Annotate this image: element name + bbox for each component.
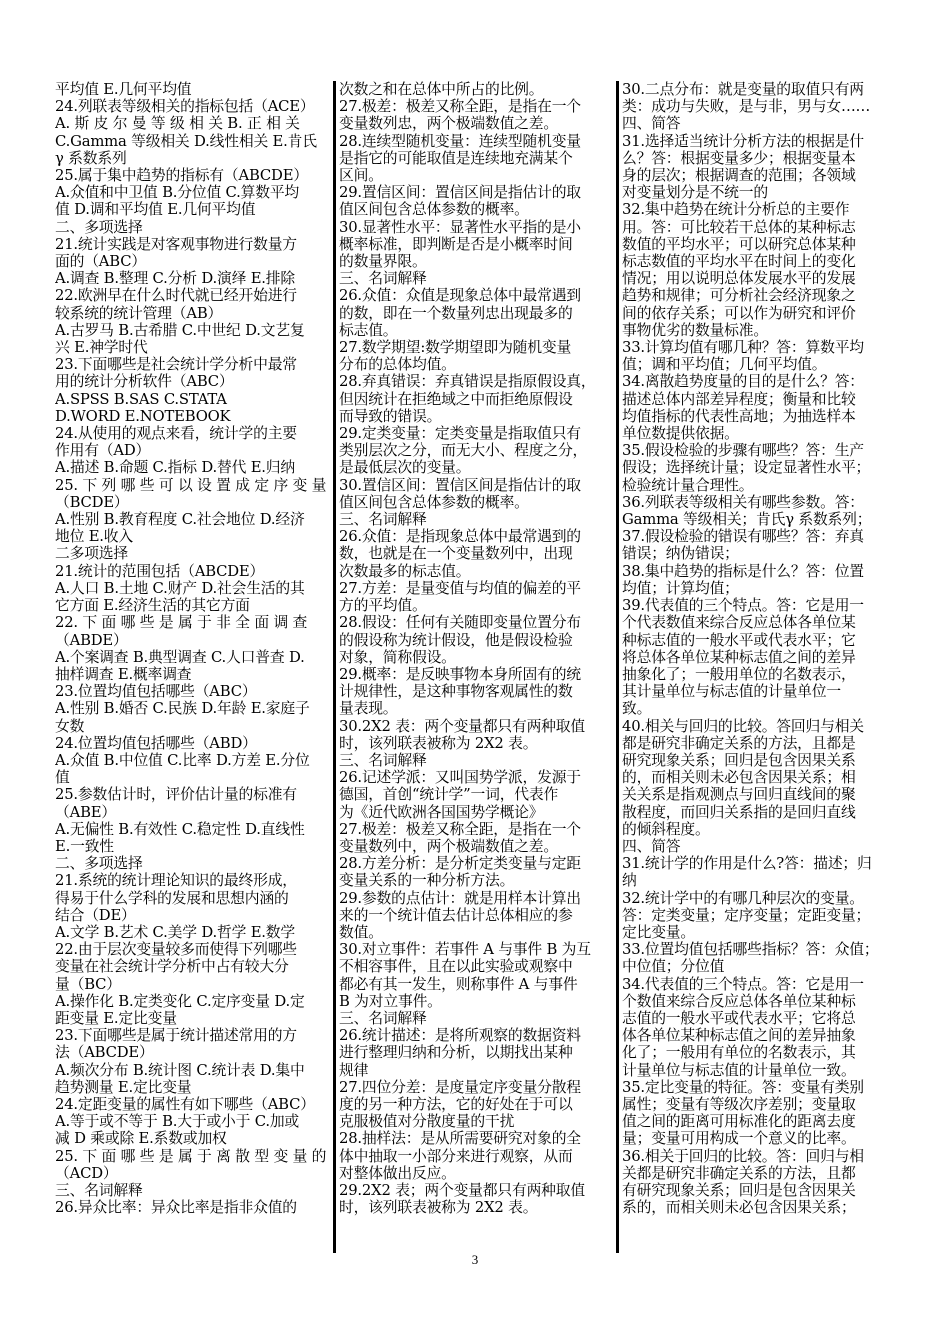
text-line: 27.方差：是量变值与均值的偏差的平	[339, 579, 581, 597]
text-line: 趋势和规律；可分析社会经济现象之	[622, 287, 856, 305]
text-line: 31.统计学的作用是什么?答：描述；归	[622, 855, 872, 873]
text-line: 是指它的可能取值是连续地充满某个	[339, 149, 573, 167]
text-line: （ABE）	[55, 803, 116, 821]
text-line: 关都是研究非确定关系的方法，且都	[622, 1164, 856, 1182]
text-line: 区间。	[339, 167, 383, 185]
column-left	[55, 81, 331, 1253]
text-line: A.文学 B.艺术 C.美学 D.哲学 E.数学	[55, 923, 295, 941]
text-line: 28.抽样法：是从所需要研究对象的全	[339, 1130, 581, 1148]
text-line: 用。答：可比较若干总体的某种标志	[622, 218, 856, 236]
text-line: 39.代表值的三个特点。答：它是用一	[622, 597, 864, 615]
text-line: 值之间的距离可用标准化的距离去度	[622, 1113, 856, 1131]
text-line: 三、名词解释	[339, 270, 427, 288]
text-line: 属性；变量有等级次序差别；变量取	[622, 1095, 856, 1113]
text-line: 二多项选择	[55, 545, 128, 563]
text-line: 假设；选择统计量；设定显著性水平；	[622, 459, 871, 477]
text-line: 个代表数值来综合反应总体各单位某	[622, 614, 856, 632]
text-line: 27.极差：极差又称全距，是指在一个	[339, 820, 581, 838]
text-line: 变量关系的一种分析方法。	[339, 872, 515, 890]
text-line: A.SPSS B.SAS C.STATA	[55, 390, 227, 408]
text-line: 三、名词解释	[339, 511, 427, 529]
text-line: 计量单位与标志值的计量单位一致。	[622, 1061, 856, 1079]
text-line: 29.2X2 表；两个变量都只有两种取值	[339, 1182, 585, 1199]
text-line: 地位 E.收入	[55, 528, 133, 546]
text-line: 答：定类变量；定序变量；定距变量；	[622, 906, 871, 924]
text-line: 它方面 E.经济生活的其它方面	[55, 597, 250, 615]
text-line: 法（ABCDE）	[55, 1044, 154, 1062]
text-line: 数值。	[339, 923, 383, 941]
text-line: 23.下面哪些是属于统计描述常用的方	[55, 1027, 297, 1045]
text-line: 致。	[622, 700, 652, 718]
text-line: 21.统计的范围包括（ABCDE）	[55, 562, 265, 580]
text-line: 值	[55, 769, 70, 787]
text-line: 身的层次；根据调查的范围；各领域	[622, 167, 856, 185]
text-line: 规律	[339, 1061, 369, 1079]
text-line: 抽象化了；一般用单位的名数表示，	[622, 665, 856, 683]
text-line: 的，而相关则未必包含因果关系；相	[622, 769, 856, 787]
text-line: 是最低层次的变量。	[339, 459, 471, 477]
text-line: 纳	[622, 872, 637, 890]
text-line: 概率标准，即判断是否是小概率时间	[339, 235, 573, 253]
text-line: 用的统计分析软件（ABC）	[55, 373, 234, 391]
text-line: A.众值 B.中位值 C.比率 D.方差 E.分位	[55, 751, 310, 769]
text-line: 次数最多的标志值。	[339, 562, 471, 580]
text-line: 得易于什么学科的发展和思想内涵的	[55, 889, 289, 907]
text-line: 30.二点分布：就是变量的取值只有两	[622, 81, 864, 98]
text-line: 27.四位分差：是度量定序变量分散程	[339, 1078, 581, 1096]
text-line: 标志值。	[339, 321, 398, 339]
text-line: 29.参数的点估计：就是用样本计算出	[339, 889, 581, 907]
text-line: 26.异众比率：异众比率是指非众值的	[55, 1199, 297, 1217]
text-line: 都必有其一发生，则称事件 A 与事件	[339, 975, 578, 993]
text-line: 35.定比变量的特征。答：变量有类别	[622, 1078, 864, 1096]
text-line: 变量在社会统计学分析中占有较大分	[55, 958, 289, 976]
text-line: 的倾斜程度。	[622, 820, 710, 838]
text-line: A.性别 B.教育程度 C.社会地位 D.经济	[55, 511, 305, 529]
text-line: 将总体各单位某种标志值之间的差异	[622, 648, 856, 666]
text-line: A.无偏性 B.有效性 C.稳定性 D.直线性	[55, 820, 305, 838]
text-line: E.一致性	[55, 837, 114, 855]
text-line: 抽样调查 E.概率调查	[55, 665, 192, 683]
text-line: 21.统计实践是对客观事物进行数量方	[55, 235, 297, 253]
text-line: 兴 E.神学时代	[55, 339, 148, 357]
text-line: 24.从使用的观点来看，统计学的主要	[55, 425, 297, 443]
text-line: 30.显著性水平：显著性水平指的是小	[339, 218, 581, 236]
text-line: 次数之和在总体中所占的比例。	[339, 81, 544, 98]
text-line: 都是研究非确定关系的方法，且都是	[622, 734, 856, 752]
text-line: 26.统计描述：是将所观察的数据资料	[339, 1027, 581, 1045]
text-line: 35.假设检验的步骤有哪些？答：生产	[622, 442, 864, 460]
text-line: 有研究现象关系；回归是包含因果关	[622, 1182, 856, 1199]
text-line: 关关系是指观测点与回归直线间的聚	[622, 786, 856, 804]
column-middle	[339, 81, 615, 1253]
text-line: 散程度，而回归关系指的是回归直线	[622, 803, 856, 821]
text-line: 值 D.调和平均值 E.几何平均值	[55, 201, 256, 219]
text-line: 32.统计学中的有哪几种层次的变量。	[622, 889, 864, 907]
text-line: 种标志值的一般水平或代表水平；它	[622, 631, 856, 649]
text-line: 28.连续型随机变量：连续型随机变量	[339, 132, 581, 150]
text-line: 量表现。	[339, 700, 398, 718]
text-line: 德国，首创“统计学”一词，代表作	[339, 786, 559, 804]
text-line: 30.置信区间：置信区间是指估计的取	[339, 476, 581, 494]
text-line: γ 系数系列	[55, 149, 127, 167]
text-line: 对象，简称假设。	[339, 648, 456, 666]
text-line: 标志数值的平均水平在时间上的变化	[622, 253, 856, 271]
text-line: 么？答：根据变量多少；根据变量本	[622, 149, 856, 167]
text-line: 33.位置均值包括哪些指标？答：众值；	[622, 941, 879, 959]
text-line: C.Gamma 等级相关 D.线性相关 E.肯氏	[55, 132, 317, 150]
text-line: 系的，而相关则未必包含因果关系；	[622, 1199, 856, 1217]
text-line: 25.属于集中趋势的指标有（ABCDE）	[55, 167, 308, 185]
page-number: 3	[471, 1252, 479, 1267]
text-line: 26.众值：众值是现象总体中最常遇到	[339, 287, 581, 305]
text-line: A.频次分布 B.统计图 C.统计表 D.集中	[55, 1061, 305, 1079]
text-line: A. 斯 皮 尔 曼 等 级 相 关 B. 正 相 关	[55, 115, 300, 133]
text-line: 36.列联表等级相关有哪些参数。答：	[622, 493, 864, 511]
text-line: 25. 下 列 哪 些 可 以 设 置 成 定 序 变 量	[55, 476, 327, 494]
text-line: （ABDE）	[55, 631, 128, 649]
text-line: 度的另一种方法，它的好处在于可以	[339, 1095, 573, 1113]
text-line: 23.下面哪些是社会统计学分析中最常	[55, 356, 297, 374]
text-line: 四、简答	[622, 837, 681, 855]
text-line: 时，该列联表被称为 2X2 表。	[339, 1199, 538, 1217]
text-line: 的数，即在一个数量列忠出现最多的	[339, 304, 573, 322]
text-line: 29.概率：是反映事物本身所固有的统	[339, 665, 581, 683]
text-line: 对变量划分是不统一的	[622, 184, 768, 202]
text-line: （BCDE）	[55, 493, 129, 511]
text-line: 22.由于层次变量较多而使得下列哪些	[55, 941, 297, 959]
text-line: 27.数学期望:数学期望即为随机变量	[339, 339, 572, 357]
text-line: 的数量界限。	[339, 253, 427, 271]
text-line: 进行整理归纳和分析，以期找出某种	[339, 1044, 573, 1062]
column-divider-right	[616, 81, 619, 1253]
text-line: 31.选择适当统计分析方法的根据是什	[622, 132, 864, 150]
text-line: 克服极值对分散度量的干扰	[339, 1113, 515, 1131]
text-line: Gamma 等级相关；肯氏γ 系数系列；	[622, 511, 872, 529]
text-line: 描述总体内部差异程度；衡量和比较	[622, 390, 856, 408]
text-line: 而导致的错误。	[339, 407, 442, 425]
text-line: 女数	[55, 717, 85, 735]
text-line: 距变量 E.定比变量	[55, 1009, 177, 1027]
text-line: 事物优劣的数量标准。	[622, 321, 768, 339]
text-line: 30.对立事件：若事件 A 与事件 B 为互	[339, 941, 591, 959]
text-line: 体中抽取一小部分来进行观察，从而	[339, 1147, 573, 1165]
text-line: 变量数列中，两个极端数值之差。	[339, 837, 558, 855]
text-line: 28.弃真错误：弃真错误是指原假设真，	[339, 373, 596, 391]
text-line: 36.相关于回归的比较。答：回归与相	[622, 1147, 864, 1165]
text-line: 变量数列忠，两个极端数值之差。	[339, 115, 558, 133]
text-line: 26.记述学派：又叫国势学派，发源于	[339, 769, 581, 787]
text-line: 34.代表值的三个特点。答：它是用一	[622, 975, 864, 993]
text-line: 值；调和平均值；几何平均值。	[622, 356, 827, 374]
text-line: 时，该列联表被称为 2X2 表。	[339, 734, 538, 752]
text-line: 27.极差：极差又称全距，是指在一个	[339, 98, 581, 116]
text-line: 三、名词解释	[339, 751, 427, 769]
text-line: 23.位置均值包括哪些（ABC）	[55, 683, 257, 701]
text-line: 37.假设检验的错误有哪些？答：弃真	[622, 528, 864, 546]
text-line: 结合（DE）	[55, 906, 136, 924]
text-line: B 为对立事件。	[339, 992, 442, 1010]
text-line: 40.相关与回归的比较。答回归与相关	[622, 717, 864, 735]
text-line: 38.集中趋势的指标是什么？答：位置	[622, 562, 864, 580]
text-line: 化了；一般用有单位的名数表示，其	[622, 1044, 856, 1062]
text-line: 趋势测量 E.定比变量	[55, 1078, 192, 1096]
text-line: 均值；计算均值；	[622, 579, 739, 597]
text-line: 值区间包含总体参数的概率。	[339, 201, 529, 219]
text-line: 为《近代欧洲各国国势学概论》	[339, 803, 544, 821]
column-right	[622, 81, 898, 1253]
text-line: 面的（ABC）	[55, 253, 146, 271]
text-line: 体各单位某种标志值之间的差异抽象	[622, 1027, 856, 1045]
text-line: 中位值；分位值	[622, 958, 725, 976]
text-line: 值区间包含总体参数的概率。	[339, 493, 529, 511]
text-line: 22.欧洲早在什么时代就已经开始进行	[55, 287, 297, 305]
text-line: 25.参数估计时，评价估计量的标准有	[55, 786, 297, 804]
text-line: 21.系统的统计理论知识的最终形成，	[55, 872, 297, 890]
text-line: 志值的一般水平或代表水平；它将总	[622, 1009, 856, 1027]
text-line: 24.定距变量的属性有如下哪些（ABC）	[55, 1095, 315, 1113]
text-line: 减 D 乘或除 E.系数或加权	[55, 1130, 227, 1148]
text-line: 不相容事件，且在以此实验或观察中	[339, 958, 573, 976]
text-line: （ACD）	[55, 1164, 118, 1182]
text-line: 22. 下 面 哪 些 是 属 于 非 全 面 调 查	[55, 614, 308, 632]
text-line: 四、简答	[622, 115, 681, 133]
text-line: 量；变量可用构成一个意义的比率。	[622, 1130, 856, 1148]
text-line: 29.定类变量：定类变量是指取值只有	[339, 425, 581, 443]
text-line: 个数值来综合反应总体各单位某种标	[622, 992, 856, 1010]
text-line: 二、多项选择	[55, 218, 143, 236]
text-line: 数，也就是在一个变量数列中，出现	[339, 545, 573, 563]
text-line: D.WORD E.NOTEBOOK	[55, 407, 231, 425]
text-line: 30.2X2 表：两个变量都只有两种取值	[339, 717, 585, 735]
text-line: 24.列联表等级相关的指标包括（ACE）	[55, 98, 315, 116]
text-line: 平均值 E.几何平均值	[55, 81, 192, 98]
text-line: 错误；纳伪错误；	[622, 545, 739, 563]
text-line: 情况；用以说明总体发展水平的发展	[622, 270, 856, 288]
text-line: 32.集中趋势在统计分析总的主要作	[622, 201, 850, 219]
text-line: 对整体做出反应。	[339, 1164, 456, 1182]
text-line: 三、名词解释	[55, 1182, 143, 1199]
text-line: 量（BC）	[55, 975, 121, 993]
text-line: 26.众值：是指现象总体中最常遇到的	[339, 528, 581, 546]
text-line: A.描述 B.命题 C.指标 D.替代 E.归纳	[55, 459, 295, 477]
text-line: A.操作化 B.定类变化 C.定序变量 D.定	[55, 992, 305, 1010]
text-line: 分布的总体均值。	[339, 356, 456, 374]
text-line: 类：成功与失败，是与非，男与女……	[622, 98, 871, 116]
text-line: 25. 下 面 哪 些 是 属 于 离 散 型 变 量 的	[55, 1147, 327, 1165]
text-line: 均值指标的代表性高地；为抽选样本	[622, 407, 856, 425]
text-line: 方的平均值。	[339, 597, 427, 615]
text-line: A.等于或不等于 B.大于或小于 C.加或	[55, 1113, 300, 1131]
text-line: 33.计算均值有哪几种？答：算数平均	[622, 339, 864, 357]
text-line: A.个案调查 B.典型调查 C.人口普查 D.	[55, 648, 305, 666]
text-line: 单位数提供依据。	[622, 425, 739, 443]
text-line: 的假设称为统计假设，他是假设检验	[339, 631, 573, 649]
text-line: 数值的平均水平；可以研究总体某种	[622, 235, 856, 253]
text-line: A.调查 B.整理 C.分析 D.演绎 E.排除	[55, 270, 295, 288]
text-line: A.人口 B.土地 C.财产 D.社会生活的其	[55, 579, 305, 597]
text-line: 检验统计量合理性。	[622, 476, 754, 494]
text-line: A.古罗马 B.古希腊 C.中世纪 D.文艺复	[55, 321, 305, 339]
text-line: 计规律性，是这种事物客观属性的数	[339, 683, 573, 701]
text-line: 三、名词解释	[339, 1009, 427, 1027]
text-line: 28.方差分析：是分析定类变量与定距	[339, 855, 581, 873]
column-divider-left	[333, 81, 336, 1253]
text-line: 24.位置均值包括哪些（ABD）	[55, 734, 257, 752]
text-line: A.性别 B.婚否 C.民族 D.年龄 E.家庭子	[55, 700, 310, 718]
text-line: 34.离散趋势度量的目的是什么？答：	[622, 373, 864, 391]
text-line: 研究现象关系；回归是包含因果关系	[622, 751, 856, 769]
text-line: 作用有（AD）	[55, 442, 151, 460]
text-line: 其计量单位与标志值的计量单位一	[622, 683, 841, 701]
text-line: 较系统的统计管理（AB）	[55, 304, 223, 322]
text-line: 定比变量。	[622, 923, 695, 941]
text-line: A.众值和中卫值 B.分位值 C.算数平均	[55, 184, 300, 202]
text-line: 二、多项选择	[55, 855, 143, 873]
text-line: 29.置信区间：置信区间是指估计的取	[339, 184, 581, 202]
text-line: 来的一个统计值去估计总体相应的参	[339, 906, 573, 924]
text-line: 28.假设：任何有关随即变量位置分布	[339, 614, 581, 632]
text-line: 类别层次之分，而无大小、程度之分，	[339, 442, 588, 460]
text-line: 但因统计在拒绝域之中而拒绝原假设	[339, 390, 573, 408]
text-line: 间的依存关系；可以作为研究和评价	[622, 304, 856, 322]
